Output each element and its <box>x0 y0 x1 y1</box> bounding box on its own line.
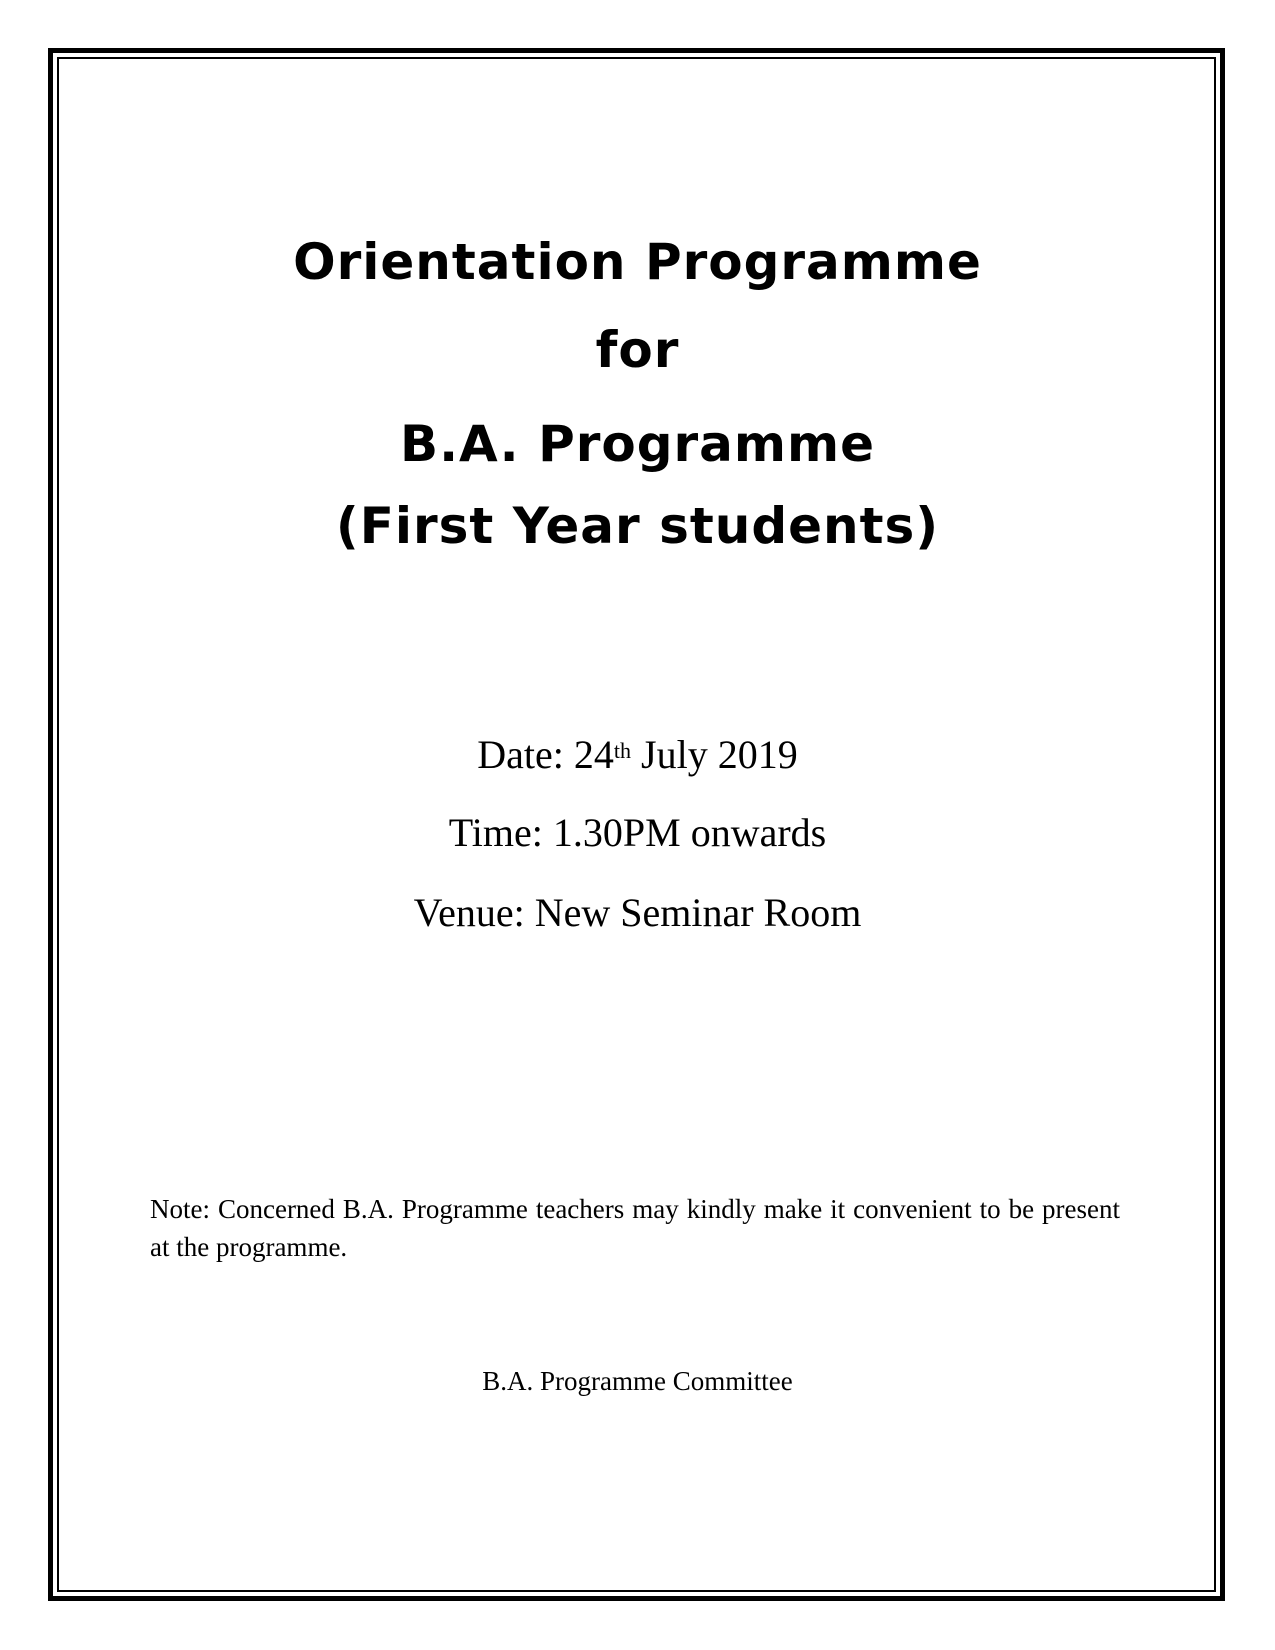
signature-committee: B.A. Programme Committee <box>482 1366 793 1396</box>
event-time: Time: 1.30PM onwards <box>448 810 827 855</box>
event-date <box>0 730 1275 780</box>
title-line-programme: B.A. Programme <box>399 415 876 473</box>
note-paragraph: Note: Concerned B.A. Programme teachers may kindly make it convenient to be present at the programme. <box>150 1194 1120 1262</box>
event-venue: Venue: New Seminar Room <box>413 890 862 935</box>
title-line-orientation: Orientation Programme <box>293 233 982 291</box>
date-ordinal-suffix: th <box>613 738 632 763</box>
title-line-audience: (First Year students) <box>335 497 940 555</box>
date-month-year: July 2019 <box>631 732 798 777</box>
date-label: Date: 24 <box>477 732 614 777</box>
title-line-for: for <box>595 321 680 379</box>
